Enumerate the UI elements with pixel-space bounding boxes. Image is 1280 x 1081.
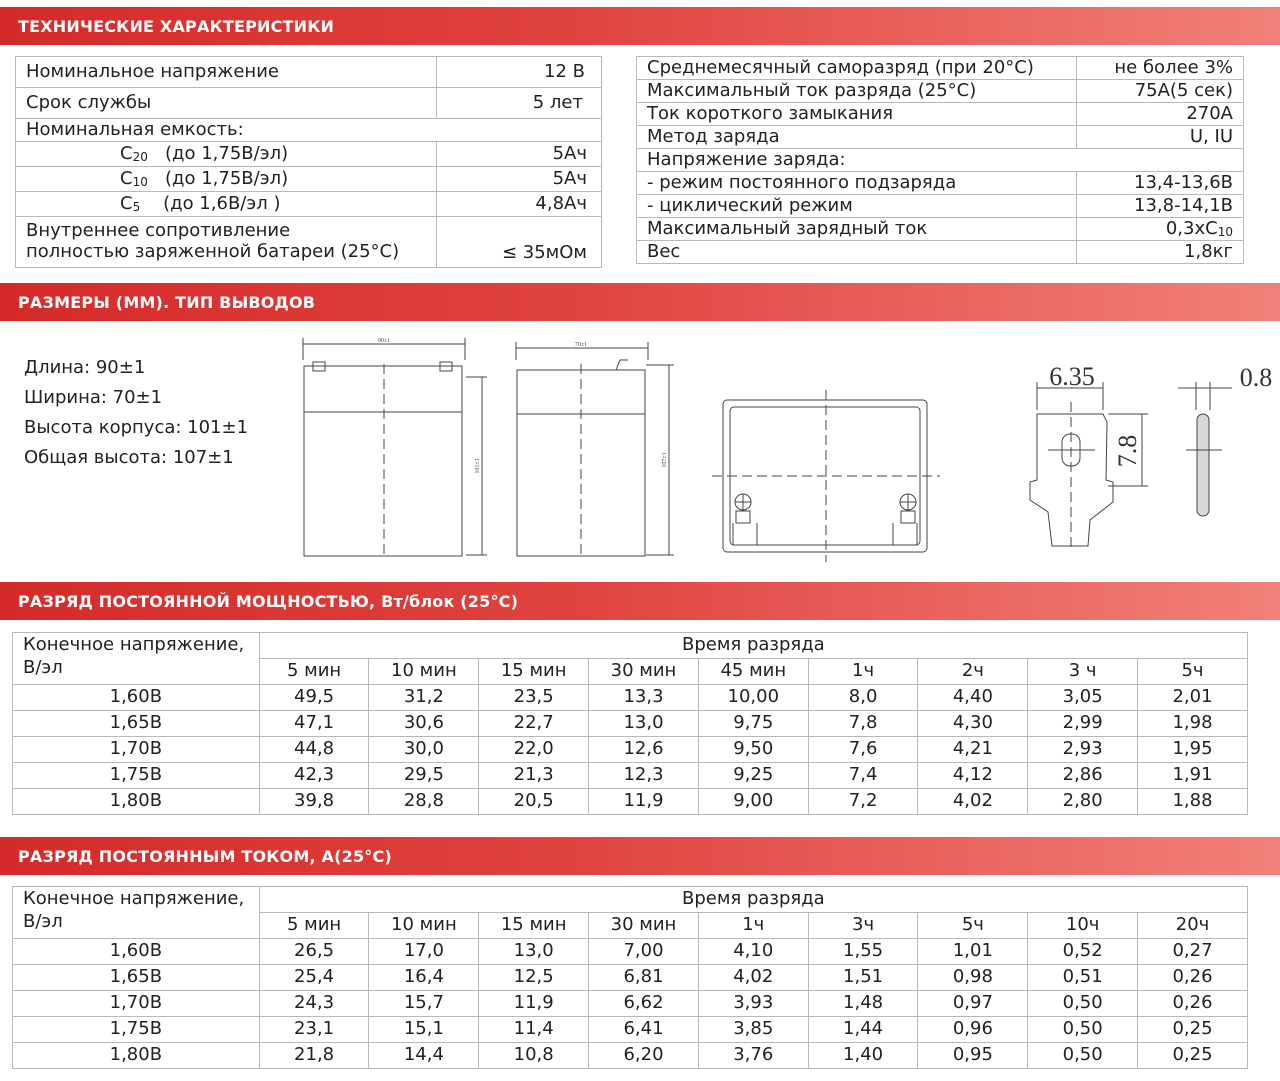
time-header: 30 мин xyxy=(589,913,699,939)
spec-label: $C_{20}$ (до 1,75В/эл) xyxy=(16,142,437,167)
value-cell: 1,95 xyxy=(1138,737,1248,763)
time-header: 45 мин xyxy=(698,659,808,685)
value-cell: 3,76 xyxy=(698,1043,808,1069)
end-voltage-cell: 1,80В xyxy=(13,1043,260,1069)
value-cell: 3,05 xyxy=(1028,685,1138,711)
spec-row xyxy=(16,119,602,142)
spec-value: не более 3% xyxy=(1077,57,1244,80)
time-header: 15 мин xyxy=(479,913,589,939)
spec-label: Метод заряда xyxy=(637,126,1077,149)
front-width-label: 90±1 xyxy=(377,338,391,344)
spec-value: 5Ач xyxy=(437,167,602,192)
end-voltage-cell: 1,65В xyxy=(13,711,260,737)
spec-value: 13,8-14,1В xyxy=(1077,195,1244,218)
value-cell: 39,8 xyxy=(259,789,369,815)
terminal-width-label: 6.35 xyxy=(1049,362,1095,391)
value-cell: 28,8 xyxy=(369,789,479,815)
spec-value: 270А xyxy=(1077,103,1244,126)
spec-label: Вес xyxy=(637,241,1077,264)
value-cell: 13,0 xyxy=(479,939,589,965)
end-voltage-cell: 1,65В xyxy=(13,965,260,991)
value-cell: 31,2 xyxy=(369,685,479,711)
power-table xyxy=(12,632,1248,815)
spec-value: ≤ 35мОм xyxy=(437,217,602,268)
front-view-drawing xyxy=(303,338,487,558)
value-cell: 4,30 xyxy=(918,711,1028,737)
spec-row xyxy=(637,57,1244,80)
spec-row xyxy=(637,80,1244,103)
spec-label: - режим постоянного подзаряда xyxy=(637,172,1077,195)
value-cell: 3,93 xyxy=(698,991,808,1017)
value-cell: 44,8 xyxy=(259,737,369,763)
time-header: 5ч xyxy=(918,913,1028,939)
value-cell: 12,3 xyxy=(589,763,699,789)
value-cell: 1,55 xyxy=(808,939,918,965)
value-cell: 11,9 xyxy=(589,789,699,815)
spec-row xyxy=(16,88,602,119)
discharge-time-header: Время разряда xyxy=(259,633,1247,659)
value-cell: 0,26 xyxy=(1138,991,1248,1017)
table-row xyxy=(13,991,1248,1017)
value-cell: 0,25 xyxy=(1138,1017,1248,1043)
spec-value: 5 лет xyxy=(437,88,602,119)
value-cell: 7,2 xyxy=(808,789,918,815)
value-cell: 21,8 xyxy=(259,1043,369,1069)
current-table xyxy=(12,886,1248,1069)
value-cell: 4,02 xyxy=(698,965,808,991)
time-header: 3ч xyxy=(808,913,918,939)
value-cell: 22,0 xyxy=(479,737,589,763)
spec-row xyxy=(16,142,602,167)
end-voltage-cell: 1,80В xyxy=(13,789,260,815)
value-cell: 9,75 xyxy=(698,711,808,737)
value-cell: 7,8 xyxy=(808,711,918,737)
value-cell: 6,81 xyxy=(589,965,699,991)
spec-label: Срок службы xyxy=(16,88,437,119)
value-cell: 30,6 xyxy=(369,711,479,737)
spec-row xyxy=(637,218,1244,241)
value-cell: 15,1 xyxy=(369,1017,479,1043)
time-header: 1ч xyxy=(808,659,918,685)
top-view-drawing xyxy=(712,390,940,562)
time-header: 10 мин xyxy=(369,659,479,685)
table-row xyxy=(13,737,1248,763)
end-voltage-cell: 1,70В xyxy=(13,737,260,763)
spec-label: Максимальный ток разряда (25°С) xyxy=(637,80,1077,103)
value-cell: 7,6 xyxy=(808,737,918,763)
end-voltage-cell: 1,70В xyxy=(13,991,260,1017)
value-cell: 12,6 xyxy=(589,737,699,763)
value-cell: 24,3 xyxy=(259,991,369,1017)
value-cell: 0,25 xyxy=(1138,1043,1248,1069)
value-cell: 0,51 xyxy=(1028,965,1138,991)
header-row xyxy=(13,633,1248,659)
end-voltage-cell: 1,75В xyxy=(13,763,260,789)
side-view-drawing xyxy=(516,342,674,558)
value-cell: 1,48 xyxy=(808,991,918,1017)
value-cell: 25,4 xyxy=(259,965,369,991)
side-width-label: 70±1 xyxy=(574,342,588,348)
spec-row xyxy=(637,172,1244,195)
value-cell: 26,5 xyxy=(259,939,369,965)
time-header: 3 ч xyxy=(1028,659,1138,685)
value-cell: 10,8 xyxy=(479,1043,589,1069)
time-header: 10ч xyxy=(1028,913,1138,939)
value-cell: 42,3 xyxy=(259,763,369,789)
value-cell: 2,80 xyxy=(1028,789,1138,815)
value-cell: 13,3 xyxy=(589,685,699,711)
value-cell: 7,4 xyxy=(808,763,918,789)
dim-case-height: Высота корпуса: 101±1 xyxy=(24,417,249,438)
spec-label: Ток короткого замыкания xyxy=(637,103,1077,126)
value-cell: 1,51 xyxy=(808,965,918,991)
value-cell: 49,5 xyxy=(259,685,369,711)
value-cell: 15,7 xyxy=(369,991,479,1017)
value-cell: 23,1 xyxy=(259,1017,369,1043)
specs-left-table xyxy=(15,56,602,268)
value-cell: 0,50 xyxy=(1028,991,1138,1017)
value-cell: 16,4 xyxy=(369,965,479,991)
section-header-current: РАЗРЯД ПОСТОЯННЫМ ТОКОМ, А(25°С) xyxy=(0,837,1280,875)
value-cell: 0,96 xyxy=(918,1017,1028,1043)
value-cell: 1,88 xyxy=(1138,789,1248,815)
spec-label: Максимальный зарядный ток xyxy=(637,218,1077,241)
value-cell: 0,98 xyxy=(918,965,1028,991)
value-cell: 6,41 xyxy=(589,1017,699,1043)
value-cell: 2,01 xyxy=(1138,685,1248,711)
front-height-label: 101±1 xyxy=(475,458,481,474)
time-header: 5 мин xyxy=(259,659,369,685)
spec-value: 13,4-13,6В xyxy=(1077,172,1244,195)
value-cell: 22,7 xyxy=(479,711,589,737)
spec-row xyxy=(637,195,1244,218)
table-row xyxy=(13,763,1248,789)
time-header: 2ч xyxy=(918,659,1028,685)
value-cell: 1,01 xyxy=(918,939,1028,965)
table-row xyxy=(13,1043,1248,1069)
section-header-specs: ТЕХНИЧЕСКИЕ ХАРАКТЕРИСТИКИ xyxy=(0,7,1280,45)
spec-label: Номинальное напряжение xyxy=(16,57,437,88)
value-cell: 47,1 xyxy=(259,711,369,737)
spec-label: Номинальная емкость: xyxy=(16,119,602,142)
table-row xyxy=(13,789,1248,815)
spec-row xyxy=(16,167,602,192)
dim-total-height: Общая высота: 107±1 xyxy=(24,447,234,468)
value-cell: 1,44 xyxy=(808,1017,918,1043)
value-cell: 6,62 xyxy=(589,991,699,1017)
value-cell: 7,00 xyxy=(589,939,699,965)
side-height-label: 107±1 xyxy=(662,452,668,468)
value-cell: 4,40 xyxy=(918,685,1028,711)
dim-length: Длина: 90±1 xyxy=(24,357,146,378)
table-row xyxy=(13,685,1248,711)
value-cell: 0,50 xyxy=(1028,1043,1138,1069)
value-cell: 1,98 xyxy=(1138,711,1248,737)
spec-label: - циклический режим xyxy=(637,195,1077,218)
time-header: 5ч xyxy=(1138,659,1248,685)
value-cell: 0,97 xyxy=(918,991,1028,1017)
spec-label: $C_{10}$ (до 1,75В/эл) xyxy=(16,167,437,192)
spec-row xyxy=(637,126,1244,149)
time-header: 20ч xyxy=(1138,913,1248,939)
time-header: 30 мин xyxy=(589,659,699,685)
spec-value: 12 В xyxy=(437,57,602,88)
value-cell: 4,12 xyxy=(918,763,1028,789)
value-cell: 11,4 xyxy=(479,1017,589,1043)
value-cell: 9,25 xyxy=(698,763,808,789)
end-voltage-header: Конечное напряжение, В/эл xyxy=(13,887,260,939)
value-cell: 20,5 xyxy=(479,789,589,815)
value-cell: 14,4 xyxy=(369,1043,479,1069)
discharge-time-header: Время разряда xyxy=(259,887,1247,913)
value-cell: 17,0 xyxy=(369,939,479,965)
section-header-dims: РАЗМЕРЫ (ММ). ТИП ВЫВОДОВ xyxy=(0,283,1280,321)
spec-row xyxy=(16,192,602,217)
value-cell: 29,5 xyxy=(369,763,479,789)
section-header-power: РАЗРЯД ПОСТОЯННОЙ МОЩНОСТЬЮ, Вт/блок (25°С) xyxy=(0,582,1280,620)
spec-row xyxy=(637,103,1244,126)
spec-row xyxy=(637,241,1244,264)
value-cell: 21,3 xyxy=(479,763,589,789)
spec-row xyxy=(16,57,602,88)
specs-right-table xyxy=(636,56,1244,264)
value-cell: 0,52 xyxy=(1028,939,1138,965)
table-row xyxy=(13,965,1248,991)
end-voltage-cell: 1,60В xyxy=(13,685,260,711)
table-row xyxy=(13,711,1248,737)
time-header: 15 мин xyxy=(479,659,589,685)
terminal-thickness-label: 0.8 xyxy=(1239,363,1273,392)
end-voltage-cell: 1,60В xyxy=(13,939,260,965)
spec-row xyxy=(637,149,1244,172)
spec-row xyxy=(16,217,602,268)
spec-value: 1,8кг xyxy=(1077,241,1244,264)
end-voltage-header: Конечное напряжение, В/эл xyxy=(13,633,260,685)
value-cell: 13,0 xyxy=(589,711,699,737)
spec-label: $C_5$ (до 1,6В/эл ) xyxy=(16,192,437,217)
table-row xyxy=(13,939,1248,965)
value-cell: 4,10 xyxy=(698,939,808,965)
value-cell: 0,50 xyxy=(1028,1017,1138,1043)
value-cell: 12,5 xyxy=(479,965,589,991)
value-cell: 2,99 xyxy=(1028,711,1138,737)
time-header: 5 мин xyxy=(259,913,369,939)
spec-label: Напряжение заряда: xyxy=(637,149,1244,172)
time-header: 10 мин xyxy=(369,913,479,939)
value-cell: 9,00 xyxy=(698,789,808,815)
value-cell: 30,0 xyxy=(369,737,479,763)
spec-value: 5Ач xyxy=(437,142,602,167)
value-cell: 11,9 xyxy=(479,991,589,1017)
time-header: 1ч xyxy=(698,913,808,939)
value-cell: 0,27 xyxy=(1138,939,1248,965)
dim-width: Ширина: 70±1 xyxy=(24,387,163,408)
spec-label: Среднемесячный саморазряд (при 20°С) xyxy=(637,57,1077,80)
spec-value: 4,8Ач xyxy=(437,192,602,217)
battery-drawings xyxy=(0,330,1280,570)
spec-value: U, IU xyxy=(1077,126,1244,149)
header-row xyxy=(13,887,1248,913)
value-cell: 0,26 xyxy=(1138,965,1248,991)
terminal-height-label: 7.8 xyxy=(1113,434,1142,468)
spec-value: $0,3хC_{10}$ xyxy=(1077,218,1244,241)
value-cell: 3,85 xyxy=(698,1017,808,1043)
value-cell: 4,21 xyxy=(918,737,1028,763)
value-cell: 2,93 xyxy=(1028,737,1138,763)
spec-label: Внутреннее сопротивление полностью заряженной батареи (25°С) xyxy=(16,217,437,268)
value-cell: 6,20 xyxy=(589,1043,699,1069)
end-voltage-cell: 1,75В xyxy=(13,1017,260,1043)
terminal-side-drawing xyxy=(1178,382,1232,516)
value-cell: 1,40 xyxy=(808,1043,918,1069)
value-cell: 10,00 xyxy=(698,685,808,711)
table-row xyxy=(13,1017,1248,1043)
value-cell: 1,91 xyxy=(1138,763,1248,789)
value-cell: 8,0 xyxy=(808,685,918,711)
value-cell: 0,95 xyxy=(918,1043,1028,1069)
value-cell: 4,02 xyxy=(918,789,1028,815)
spec-value: 75А(5 сек) xyxy=(1077,80,1244,103)
value-cell: 2,86 xyxy=(1028,763,1138,789)
value-cell: 23,5 xyxy=(479,685,589,711)
value-cell: 9,50 xyxy=(698,737,808,763)
